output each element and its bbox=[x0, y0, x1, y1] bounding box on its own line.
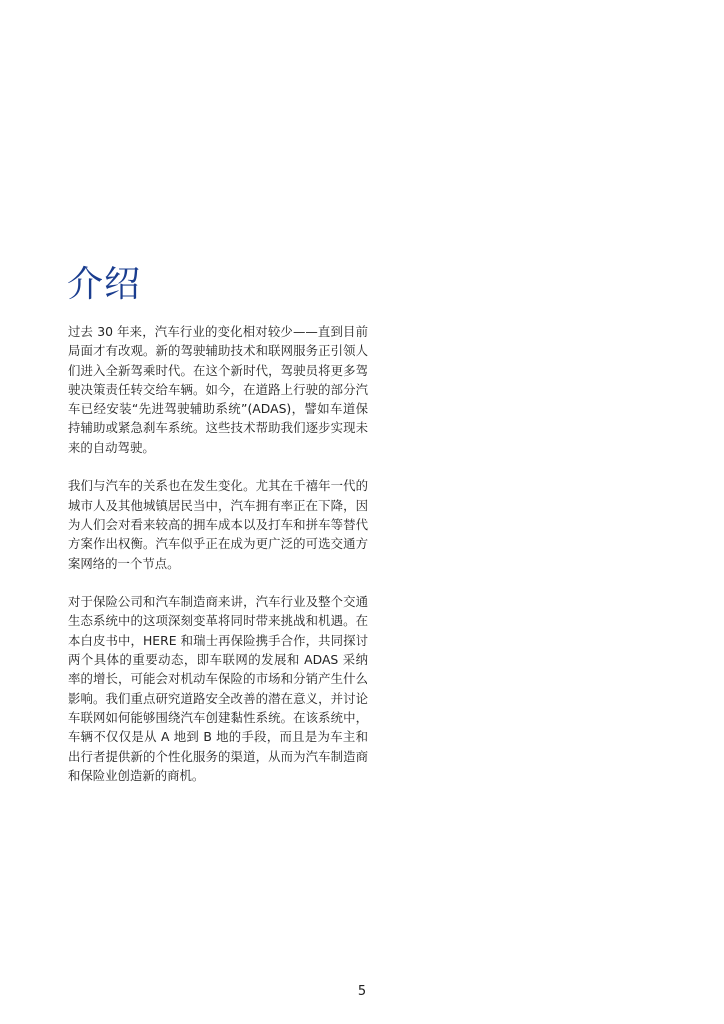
paragraph-3: 对于保险公司和汽车制造商来讲，汽车行业及整个交通生态系统中的这项深刻变革将同时带来挑战和机遇。在本白皮书中，HERE 和瑞士再保险携手合作，共同探讨两个具体的重要动态，即车联网的发展和 ADAS 采纳率的增长，可能会对机动车保险的市场和分销产生什么影响。我们重点研究道路安全改善的潜在意义，并讨论车联网如何能够围绕汽车创建黏性系统。在该系统中，车辆不仅仅是从 A 地到 B 地的手段，而且是为车主和出行者提供新的个性化服务的渠道，从而为汽车制造商和保险业创造新的商机。 bbox=[68, 594, 368, 783]
body-text bbox=[68, 322, 368, 785]
paragraph-2: 我们与汽车的关系也在发生变化。尤其在千禧年一代的城市人及其他城镇居民当中，汽车拥有率正在下降，因为人们会对看来较高的拥车成本以及打车和拼车等替代方案作出权衡。汽车似乎正在成为更广泛的可选交通方案网络的一个节点。 bbox=[68, 478, 368, 571]
section-title: 介绍 bbox=[67, 264, 142, 305]
page-number: 5 bbox=[357, 984, 367, 999]
paragraph-1: 过去 30 年来，汽车行业的变化相对较少——直到目前局面才有改观。新的驾驶辅助技术和联网服务正引领人们进入全新驾乘时代。在这个新时代，驾驶员将更多驾驶决策责任转交给车辆。如今，在道路上行驶的部分汽车已经安装“先进驾驶辅助系统”(ADAS)，譬如车道保持辅助或紧急刹车系统。这些技术帮助我们逐步实现未来的自动驾驶。 bbox=[68, 324, 368, 455]
